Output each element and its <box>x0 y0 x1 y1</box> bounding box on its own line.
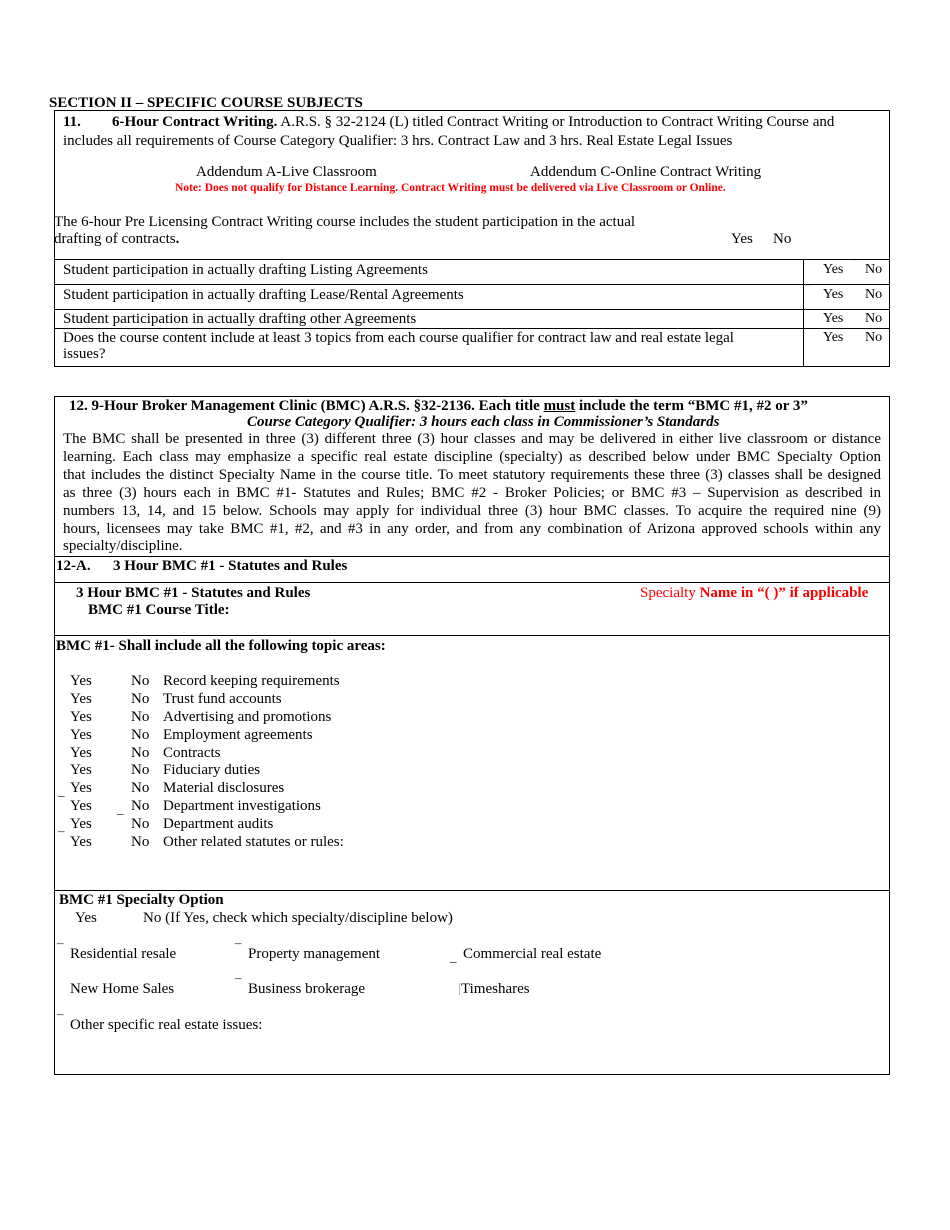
table-row-no[interactable]: No <box>865 262 883 277</box>
item-11-number: 11. <box>63 114 81 130</box>
specialty-business[interactable]: Business brokerage <box>248 981 366 997</box>
specialty-property[interactable]: Property management <box>248 946 381 962</box>
divider-course-title <box>54 635 890 636</box>
bmc-paragraph-line: that includes the distinct Specialty Name in the course title. To meet statutory requirements these three (3) classes shall be designed <box>63 466 881 483</box>
topic-label: Trust fund accounts <box>163 690 282 707</box>
pre-licensing-line2-text: drafting of contracts <box>54 231 176 247</box>
table-row-yes[interactable]: Yes <box>823 262 844 277</box>
pre-licensing-line2 <box>54 231 179 248</box>
topic-label: Department audits <box>163 816 274 833</box>
topic-no[interactable]: No <box>131 834 150 851</box>
item-11-desc-line1 <box>112 114 834 131</box>
specialty-newhome[interactable]: New Home Sales <box>70 981 175 997</box>
topic-no[interactable]: No <box>131 780 150 797</box>
checkbox-mark: ¯ <box>58 829 65 845</box>
table-row-no[interactable]: No <box>865 330 883 345</box>
pre-licensing-yes[interactable]: Yes <box>731 231 753 247</box>
item-12-heading <box>69 398 808 415</box>
table-row-yes[interactable]: Yes <box>823 311 844 326</box>
bmc-paragraph-line: The BMC shall be presented in three (3) different three (3) hour classes and may be delivered in either live classroom or distance <box>63 431 881 447</box>
bmc-paragraph-line: as three (3) hours each in BMC #1- Statutes and Rules; BMC #2 - Broker Policies; or BMC #3 – Supervision as described in <box>63 484 881 501</box>
table-row-yes[interactable]: Yes <box>823 330 844 345</box>
topic-yes[interactable]: Yes <box>70 708 92 725</box>
course-category-qualifier: Course Category Qualifier: 3 hours each class in Commissioner’s Standards <box>247 414 720 430</box>
checkbox-mark: _ <box>450 949 457 964</box>
specialty-option-no[interactable]: No (If Yes, check which specialty/discipline below) <box>143 910 453 926</box>
row-divider <box>54 328 890 329</box>
specialty-name-note <box>640 585 868 602</box>
topics-heading: BMC #1- Shall include all the following topic areas: <box>56 638 386 654</box>
table-row-yes[interactable]: Yes <box>823 287 844 302</box>
topic-no[interactable]: No <box>131 708 150 725</box>
topic-label: Contracts <box>163 744 221 761</box>
table-row-question: Student participation in actually drafting other Agreements <box>63 311 417 327</box>
topic-yes[interactable]: Yes <box>70 726 92 743</box>
item-12-heading-pre: 12. 9-Hour Broker Management Clinic (BMC) A.R.S. §32-2136. Each title <box>69 398 544 414</box>
pre-licensing-line1: The 6-hour Pre Licensing Contract Writing course includes the student participation in the actual <box>54 214 636 230</box>
topic-no[interactable]: No <box>131 744 150 761</box>
table-row-no[interactable]: No <box>865 287 883 302</box>
specialty-option-heading: BMC #1 Specialty Option <box>59 892 224 908</box>
topic-yes[interactable]: Yes <box>70 780 92 797</box>
topic-no[interactable]: No <box>131 673 150 689</box>
checkbox-mark: ¯ <box>852 257 859 272</box>
checkbox-mark <box>459 983 460 995</box>
table-row-question: Does the course content include at least 3 topics from each course qualifier for contract law and real estate legal <box>63 330 734 346</box>
topic-label: Other related statutes or rules: <box>163 834 344 851</box>
table-column-divider <box>803 259 804 366</box>
item-11-desc-text: A.R.S. § 32-2124 (L) titled Contract Writing or Introduction to Contract Writing Course and <box>280 114 835 130</box>
specialty-other[interactable]: Other specific real estate issues: <box>70 1017 263 1033</box>
checkbox-mark: ¯ <box>235 941 242 956</box>
specialty-timeshares[interactable]: Timeshares <box>461 981 530 997</box>
topic-label: Material disclosures <box>163 780 285 797</box>
topic-no[interactable]: No <box>131 762 150 779</box>
topic-yes[interactable]: Yes <box>70 744 92 761</box>
table-row-no[interactable]: No <box>865 311 883 326</box>
checkbox-mark: ¯ <box>235 976 242 991</box>
checkbox-mark: _ <box>117 801 124 817</box>
specialty-commercial[interactable]: Commercial real estate <box>463 946 602 962</box>
item-11-heading: 6-Hour Contract Writing. <box>112 114 278 130</box>
pre-licensing-period: . <box>175 231 180 247</box>
topic-no[interactable]: No <box>131 816 150 833</box>
topic-label: Department investigations <box>163 798 321 815</box>
topic-label: Fiduciary duties <box>163 762 261 779</box>
bmc1-course-name: 3 Hour BMC #1 - Statutes and Rules <box>76 585 311 601</box>
topic-no[interactable]: No <box>131 690 150 707</box>
topic-label: Advertising and promotions <box>163 708 332 725</box>
checkbox-mark: ¯ <box>57 1012 64 1027</box>
divider-12a-top <box>54 556 890 557</box>
topic-label: Employment agreements <box>163 726 313 743</box>
topic-yes[interactable]: Yes <box>70 762 92 779</box>
specialty-option-yes[interactable]: Yes <box>75 910 97 926</box>
specialty-residential[interactable]: Residential resale <box>70 946 177 962</box>
pre-licensing-no[interactable]: No <box>773 231 792 247</box>
bmc1-course-title-label: BMC #1 Course Title: <box>88 602 230 618</box>
delivery-note: Note: Does not qualify for Distance Learning. Contract Writing must be delivered via Live Classroom or Online. <box>175 182 726 194</box>
bmc-paragraph-line: hours, licensees may take BMC #1, #2, and #3 in any order, and from any combination of Arizona approved schools within any <box>63 520 881 537</box>
table-row-question: issues? <box>63 346 106 362</box>
addendum-a-option[interactable]: Addendum A-Live Classroom <box>196 164 377 180</box>
table-row-question: Student participation in actually drafting Listing Agreements <box>63 262 428 278</box>
row-divider <box>54 284 890 285</box>
item-12-heading-must: must <box>543 398 576 414</box>
topic-no[interactable]: No <box>131 798 150 815</box>
section-title: SECTION II – SPECIFIC COURSE SUBJECTS <box>49 95 363 111</box>
table-row-question: Student participation in actually drafting Lease/Rental Agreements <box>63 287 464 303</box>
item-12a-number: 12-A. <box>56 558 91 574</box>
topic-yes[interactable]: Yes <box>70 798 92 815</box>
topic-yes[interactable]: Yes <box>70 816 92 833</box>
topic-yes[interactable]: Yes <box>70 834 92 851</box>
bmc-paragraph-line: numbers 13, 14, and 15 below. Schools may apply for individual three (3) hour BMC classes. To acquire the required nine (9) <box>63 502 881 519</box>
specialty-name-note-pre: Specialty <box>640 585 700 601</box>
bmc-paragraph-line: specialty/discipline. <box>63 538 183 555</box>
divider-specialty-option <box>54 890 890 891</box>
bmc-paragraph <box>63 431 881 556</box>
table-top-line <box>54 259 890 260</box>
topic-yes[interactable]: Yes <box>70 690 92 707</box>
checkbox-mark: _ <box>58 783 65 799</box>
item-11-desc-line2: includes all requirements of Course Category Qualifier: 3 hrs. Contract Law and 3 hrs. Real Estate Legal Issues <box>63 133 733 149</box>
addendum-c-option[interactable]: Addendum C-Online Contract Writing <box>530 164 762 180</box>
topic-label: Record keeping requirements <box>163 673 340 689</box>
checkbox-mark: ¯ <box>57 941 64 956</box>
row-divider <box>54 309 890 310</box>
item-12-heading-post: include the term “BMC #1, #2 or 3” <box>575 398 808 414</box>
item-12a-title: 3 Hour BMC #1 - Statutes and Rules <box>113 558 348 574</box>
checkbox-mark: ¯ <box>806 282 813 297</box>
divider-12a-bottom <box>54 582 890 583</box>
bmc-paragraph-line: learning. Each class may emphasize a specific real estate discipline (specialty) as described below under BMC Specialty Option <box>63 448 881 465</box>
topic-no[interactable]: No <box>131 726 150 743</box>
topic-yes[interactable]: Yes <box>70 673 92 689</box>
specialty-name-note-post: Name in “( )” if applicable <box>699 585 869 601</box>
